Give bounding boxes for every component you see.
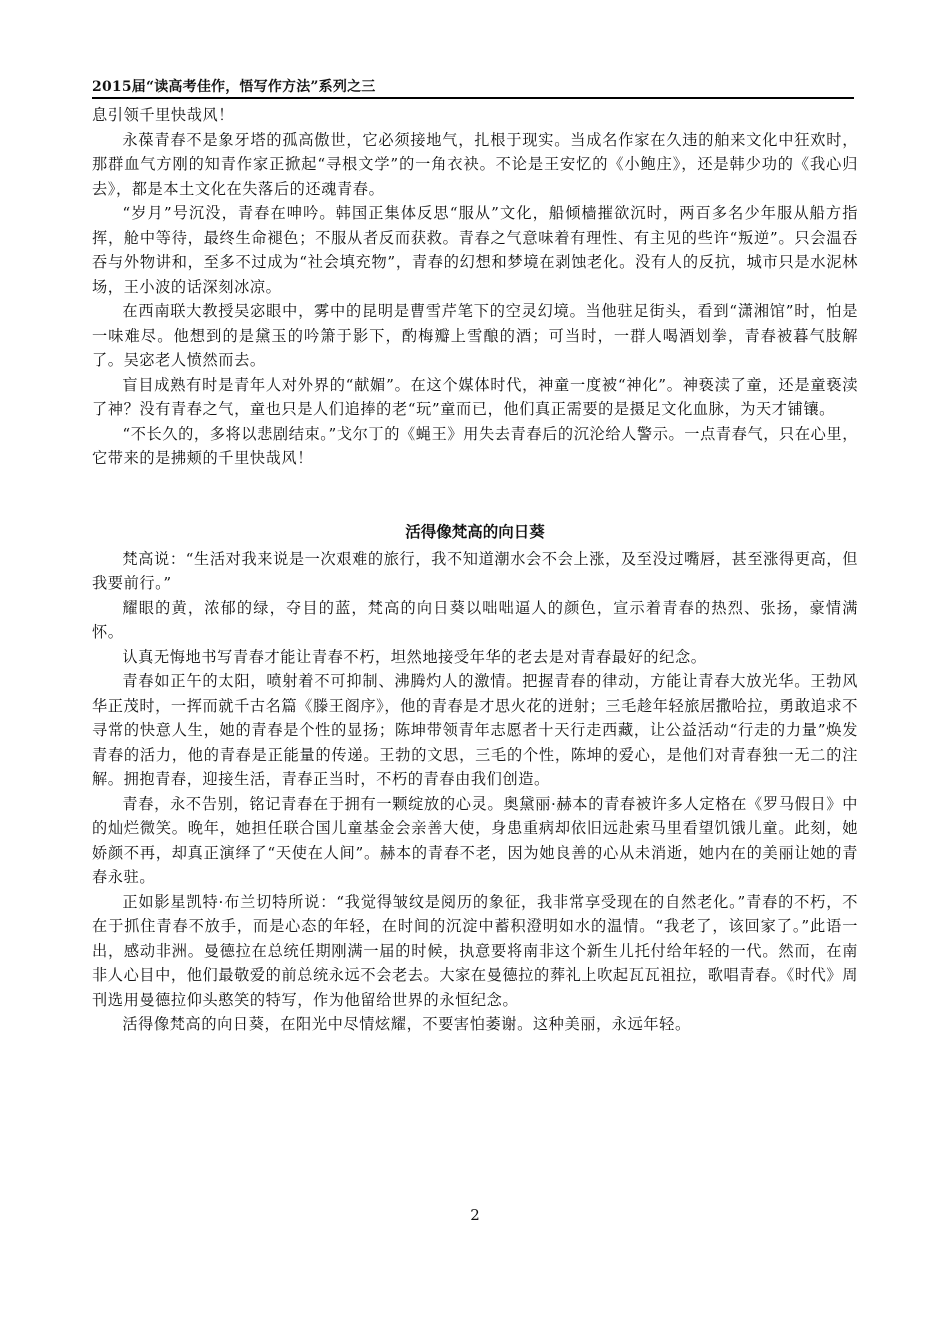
paragraph: 耀眼的黄，浓郁的绿，夺目的蓝，梵高的向日葵以咄咄逼人的颜色，宣示着青春的热烈、张扬，豪情满怀。 — [92, 598, 858, 641]
essay-2 — [92, 519, 858, 1037]
document-body — [92, 103, 858, 1037]
essay-1 — [92, 103, 858, 471]
paragraph: “岁月”号沉没，青春在呻吟。韩国正集体反思“服从”文化，船倾樯摧欲沉时，两百多名少年服从船方指挥，舱中等待，最终生命褪色；不服从者反而获救。青春之气意味着有理性、有主见的些许“叛逆”。只会温吞吞与外物讲和，至多不过成为“社会填充物”，青春的幻想和梦境在剥蚀老化。没有人的反抗，城市只是水泥林场，王小波的话深刻冰凉。 — [92, 204, 858, 296]
paragraph: 息引领千里快哉风！ — [92, 106, 235, 124]
paragraph: 青春，永不告别，铭记青春在于拥有一颗绽放的心灵。奥黛丽·赫本的青春被许多人定格在《罗马假日》中的灿烂微笑。晚年，她担任联合国儿童基金会亲善大使，身患重病却依旧远赴索马里看望饥饿儿童。此刻，她娇颜不再，却真正演绎了“天使在人间”。赫本的青春不老，因为她良善的心从未消逝，她内在的美丽让她的青春永驻。 — [92, 794, 858, 886]
paragraph: “不长久的，多将以悲剧结束。”戈尔丁的《蝇王》用失去青春后的沉沦给人警示。一点青春气，只在心里，它带来的是拂颊的千里快哉风！ — [92, 424, 858, 467]
paragraph: 在西南联大教授吴宓眼中，雾中的昆明是曹雪芹笔下的空灵幻境。当他驻足街头，看到“潇湘馆”时，怕是一味难尽。他想到的是黛玉的吟箫于影下，酌梅瓣上雪酿的酒；可当时，一群人喝酒划拳，青春被暮气肢解了。吴宓老人愤然而去。 — [92, 302, 858, 369]
paragraph: 青春如正午的太阳，喷射着不可抑制、沸腾灼人的激情。把握青春的律动，方能让青春大放光华。王勃风华正茂时，一挥而就千古名篇《滕王阁序》，他的青春是才思火花的迸射；三毛趁年轻旅居撒哈拉，勇敢追求不寻常的快意人生，她的青春是个性的显扬；陈坤带领青年志愿者十天行走西藏，让公益活动“行走的力量”焕发青春的活力，他的青春是正能量的传递。王勃的文思，三毛的个性，陈坤的爱心，是他们对青春独一无二的注解。拥抱青春，迎接生活，青春正当时，不朽的青春由我们创造。 — [92, 672, 858, 788]
essay-title: 活得像梵高的向日葵 — [405, 522, 545, 541]
paragraph: 永葆青春不是象牙塔的孤高傲世，它必须接地气，扎根于现实。当成名作家在久违的舶来文化中狂欢时，那群血气方刚的知青作家正掀起“寻根文学”的一角衣袂。不论是王安忆的《小鲍庄》，还是韩少功的《我心归去》，都是本土文化在失落后的还魂青春。 — [92, 130, 858, 198]
page-number: 2 — [470, 1206, 480, 1224]
page-header: 2015届“读高考佳作，悟写作方法”系列之三 — [92, 79, 376, 95]
paragraph: 正如影星凯特·布兰切特所说：“我觉得皱纹是阅历的象征，我非常享受现在的自然老化。”青春的不朽，不在于抓住青春不放手，而是心态的年轻，在时间的沉淀中蓄积澄明如水的温情。“我老了，该回家了。”此语一出，感动非洲。曼德拉在总统任期刚满一届的时候，执意要将南非这个新生儿托付给年轻的一代。然而，在南非人心目中，他们最敬爱的前总统永远不会老去。大家在曼德拉的葬礼上吹起瓦瓦祖拉，歌唱青春。《时代》周刊选用曼德拉仰头憨笑的特写，作为他留给世界的永恒纪念。 — [92, 892, 858, 1009]
paragraph: 活得像梵高的向日葵，在阳光中尽情炫耀，不要害怕萎谢。这种美丽，永远年轻。 — [122, 1015, 691, 1033]
paragraph: 盲目成熟有时是青年人对外界的“献媚”。在这个媒体时代，神童一度被“神化”。神亵渎了童，还是童亵渎了神？没有青春之气，童也只是人们追捧的老“玩”童而已，他们真正需要的是摄足文化血脉，为天才铺镶。 — [92, 375, 858, 418]
paragraph: 认真无悔地书写青春才能让青春不朽，坦然地接受年华的老去是对青春最好的纪念。 — [122, 647, 707, 666]
paragraph: 梵高说：“生活对我来说是一次艰难的旅行，我不知道潮水会不会上涨，及至没过嘴唇，甚至涨得更高，但我要前行。” — [92, 549, 858, 592]
header-divider — [92, 97, 854, 99]
section-gap — [92, 471, 858, 519]
